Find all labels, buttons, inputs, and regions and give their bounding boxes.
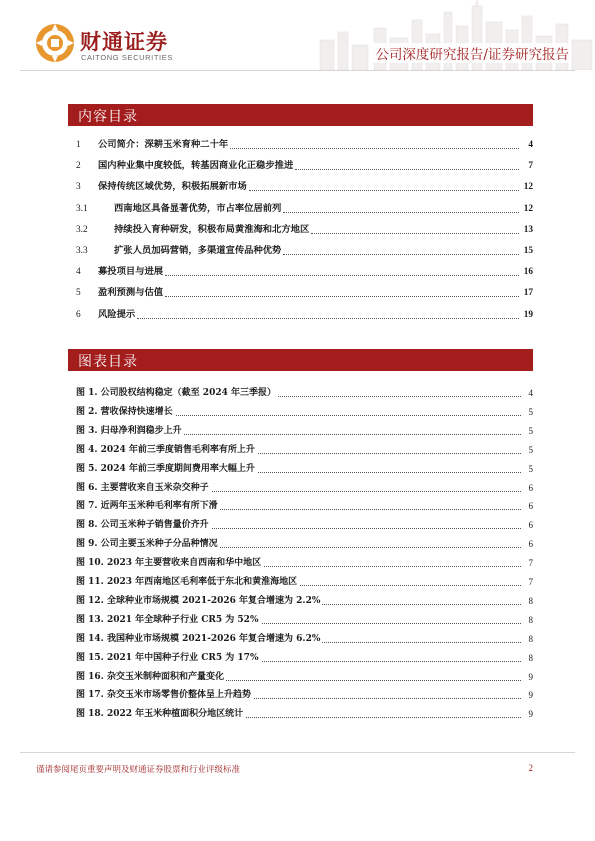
toc-leader-dots xyxy=(230,135,519,149)
figure-entry[interactable] xyxy=(68,386,533,400)
figure-entry-page: 9 xyxy=(528,709,533,720)
figure-entry-page: 5 xyxy=(528,406,533,417)
figure-entry-page: 6 xyxy=(528,520,533,531)
figure-entry-page: 6 xyxy=(528,539,533,550)
figure-entry-label xyxy=(76,556,263,570)
toc-entry-title: 盈利预测与估值 xyxy=(98,287,164,299)
toc-entry[interactable] xyxy=(68,308,533,322)
figure-number: 图 4. xyxy=(76,444,98,455)
figure-title: 杂交玉米市场零售价整体呈上升趋势 xyxy=(106,690,251,701)
toc-heading: 内容目录 xyxy=(78,109,138,125)
figure-entry-label xyxy=(76,613,261,627)
toc-leader-dots xyxy=(165,283,519,297)
toc-entry[interactable] xyxy=(68,202,533,216)
toc-entry-title: 西南地区具备显著优势，市占率位居前列 xyxy=(114,202,282,214)
toc-entry-page: 12 xyxy=(523,182,533,193)
toc-entry-title: 国内种业集中度较低，转基因商业化正稳步推进 xyxy=(98,160,294,172)
toc-entry-title: 风险提示 xyxy=(98,308,136,320)
figure-entry-label xyxy=(76,632,322,646)
toc-leader-dots xyxy=(137,305,519,319)
page-header xyxy=(0,0,595,82)
figure-title: 杂交玉米制种面积和产量变化 xyxy=(106,671,224,682)
figure-entry-label xyxy=(76,518,211,532)
figure-title: 2024 年前三季度销售毛利率有所上升 xyxy=(100,444,255,455)
figure-entry-label xyxy=(76,499,220,513)
figure-title: 2021 年中国种子行业 CR5 为 17% xyxy=(106,652,259,663)
figure-number: 图 2. xyxy=(76,406,98,417)
toc-entry-title: 募投项目与进展 xyxy=(98,266,164,278)
figure-entry-label xyxy=(76,651,261,665)
figure-title: 公司主要玉米种子分品种情况 xyxy=(100,539,218,550)
toc-entry-page: 7 xyxy=(528,161,533,172)
figure-entry-page: 7 xyxy=(528,577,533,587)
figure-entry[interactable] xyxy=(68,556,533,570)
figure-entry[interactable] xyxy=(68,594,533,608)
figure-entry-page: 8 xyxy=(528,652,533,663)
figure-entry-label xyxy=(76,537,220,551)
toc-leader-dots xyxy=(295,156,519,170)
toc-entry-title: 保持传统区域优势，积极拓展新市场 xyxy=(98,181,247,193)
figure-entry-page: 8 xyxy=(528,633,533,644)
toc-entry-number: 3 xyxy=(76,182,81,193)
figure-entry-label xyxy=(76,462,257,476)
figure-entry[interactable] xyxy=(68,424,533,438)
header-divider xyxy=(20,70,575,71)
figure-number: 图 11. xyxy=(76,577,104,587)
figure-entry-page: 6 xyxy=(528,501,533,512)
footer-disclaimer: 谨请参阅尾页重要声明及财通证券股票和行业评级标准 xyxy=(36,765,241,775)
figure-title: 营收保持快速增长 xyxy=(100,406,173,417)
toc-leader-dots xyxy=(165,262,519,276)
figure-title: 2022 年玉米种植面积分地区统计 xyxy=(106,709,244,720)
figure-title: 2023 年主要营收来自西南和华中地区 xyxy=(106,558,262,569)
figure-entry[interactable] xyxy=(68,462,533,476)
toc-entry-page: 19 xyxy=(523,309,533,320)
figure-number: 图 12. xyxy=(76,595,104,606)
figure-entry[interactable] xyxy=(68,499,533,513)
toc-entry[interactable] xyxy=(68,159,533,173)
figure-title: 2021 年全球种子行业 CR5 为 52% xyxy=(106,614,259,625)
figure-entry-label xyxy=(76,575,299,589)
figure-title: 2024 年前三季度期间费用率大幅上升 xyxy=(100,463,255,474)
footer-divider xyxy=(20,752,575,753)
logo-english-name: CAITONG SECURITIES xyxy=(81,53,173,62)
figure-entry-page: 8 xyxy=(528,595,533,606)
figure-entry[interactable] xyxy=(68,518,533,532)
toc-entry-number: 1 xyxy=(76,140,81,150)
logo-chinese-name: 财通证券 xyxy=(80,30,168,54)
figure-entry[interactable] xyxy=(68,405,533,419)
figure-title: 全球种业市场规模 2021-2026 年复合增速为 2.2% xyxy=(106,595,321,606)
toc-entry-page: 4 xyxy=(528,140,533,150)
figure-entry-page: 9 xyxy=(528,690,533,701)
figure-entry-label xyxy=(76,424,184,438)
figure-number: 图 9. xyxy=(76,539,98,550)
figure-number: 图 10. xyxy=(76,558,104,569)
toc-entry[interactable] xyxy=(68,286,533,300)
figure-entry[interactable] xyxy=(68,481,533,495)
toc-entry-title: 扩张人员加码营销，多渠道宣传品种优势 xyxy=(114,245,282,256)
toc-entry-number: 3.2 xyxy=(76,224,88,235)
toc-leader-dots xyxy=(249,177,519,191)
figure-entry-label xyxy=(76,688,253,702)
figure-entry[interactable] xyxy=(68,613,533,627)
figure-entry-page: 6 xyxy=(528,482,533,493)
figure-entry[interactable] xyxy=(68,575,533,589)
figure-list-heading-rule xyxy=(68,370,533,371)
toc-entry-number: 3.1 xyxy=(76,203,88,214)
toc-entry-number: 3.3 xyxy=(76,246,88,256)
toc-entry[interactable] xyxy=(68,223,533,237)
figure-entry-label xyxy=(76,443,257,457)
toc-entry-page: 12 xyxy=(523,203,533,214)
figure-number: 图 15. xyxy=(76,652,104,663)
figure-number: 图 16. xyxy=(76,671,104,682)
figure-entry-label xyxy=(76,670,226,684)
figure-entry[interactable] xyxy=(68,632,533,646)
toc-leader-dots xyxy=(283,241,519,255)
toc-heading-rule xyxy=(68,125,533,126)
figure-entry[interactable] xyxy=(68,688,533,702)
toc-entry-title: 公司简介：深耕玉米育种二十年 xyxy=(98,139,229,150)
figure-entry-label xyxy=(76,405,175,419)
figure-number: 图 17. xyxy=(76,690,104,701)
figure-entry-page: 8 xyxy=(528,614,533,625)
figure-entry-page: 4 xyxy=(528,388,533,398)
toc-entry-page: 16 xyxy=(523,267,533,278)
figure-entry-label xyxy=(76,707,245,721)
toc-entry[interactable] xyxy=(68,138,533,152)
figure-number: 图 1. xyxy=(76,388,98,398)
toc-entry-number: 6 xyxy=(76,309,81,320)
figure-title: 2023 年西南地区毛利率低于东北和黄淮海地区 xyxy=(106,577,298,587)
figure-number: 图 5. xyxy=(76,463,98,474)
figure-entry[interactable] xyxy=(68,707,533,721)
toc-entry-number: 2 xyxy=(76,161,81,172)
figure-entry[interactable] xyxy=(68,651,533,665)
figure-entry-label xyxy=(76,481,211,495)
figure-list-heading: 图表目录 xyxy=(78,354,138,370)
toc-entry-page: 13 xyxy=(523,224,533,235)
figure-title: 公司股权结构稳定（截至 2024 年三季报） xyxy=(100,388,276,398)
figure-list-heading-bar xyxy=(68,349,533,371)
figure-number: 图 18. xyxy=(76,709,104,720)
figure-entry-page: 9 xyxy=(528,671,533,682)
figure-number: 图 6. xyxy=(76,482,98,493)
report-type-label: 公司深度研究报告/证券研究报告 xyxy=(373,43,571,63)
figure-title: 主要营收来自玉米杂交种子 xyxy=(100,482,209,493)
figure-entry[interactable] xyxy=(68,670,533,684)
figure-entry-page: 5 xyxy=(528,444,533,455)
toc-heading-bar xyxy=(68,104,533,126)
page-number: 2 xyxy=(528,763,533,773)
figure-entry[interactable] xyxy=(68,537,533,551)
toc-entry-number: 5 xyxy=(76,288,81,299)
figure-title: 公司玉米种子销售量价齐升 xyxy=(100,520,209,531)
toc-entry[interactable] xyxy=(68,265,533,279)
figure-number: 图 3. xyxy=(76,425,98,436)
figure-entry-label xyxy=(76,386,278,400)
toc-entry[interactable] xyxy=(68,180,533,194)
toc-entry-number: 4 xyxy=(76,267,81,278)
figure-entry-page: 5 xyxy=(528,463,533,474)
toc-leader-dots xyxy=(283,199,519,213)
figure-title: 近两年玉米种毛利率有所下滑 xyxy=(100,501,218,512)
figure-number: 图 8. xyxy=(76,520,98,531)
figure-entry-label xyxy=(76,594,322,608)
toc-entry-title: 持续投入育种研发，积极布局黄淮海和北方地区 xyxy=(114,223,310,235)
figure-number: 图 13. xyxy=(76,614,104,625)
caitong-logo-icon xyxy=(34,22,76,64)
toc-leader-dots xyxy=(311,220,519,234)
toc-entry[interactable] xyxy=(68,244,533,258)
figure-number: 图 7. xyxy=(76,501,98,512)
figure-entry-page: 7 xyxy=(528,558,533,569)
figure-title: 归母净利润稳步上升 xyxy=(100,425,182,436)
figure-number: 图 14. xyxy=(76,633,104,644)
toc-entry-page: 15 xyxy=(523,246,533,256)
company-logo xyxy=(34,22,174,66)
figure-entry[interactable] xyxy=(68,443,533,457)
figure-title: 我国种业市场规模 2021-2026 年复合增速为 6.2% xyxy=(106,633,321,644)
toc-entry-page: 17 xyxy=(523,288,533,299)
figure-entry-page: 5 xyxy=(528,425,533,436)
